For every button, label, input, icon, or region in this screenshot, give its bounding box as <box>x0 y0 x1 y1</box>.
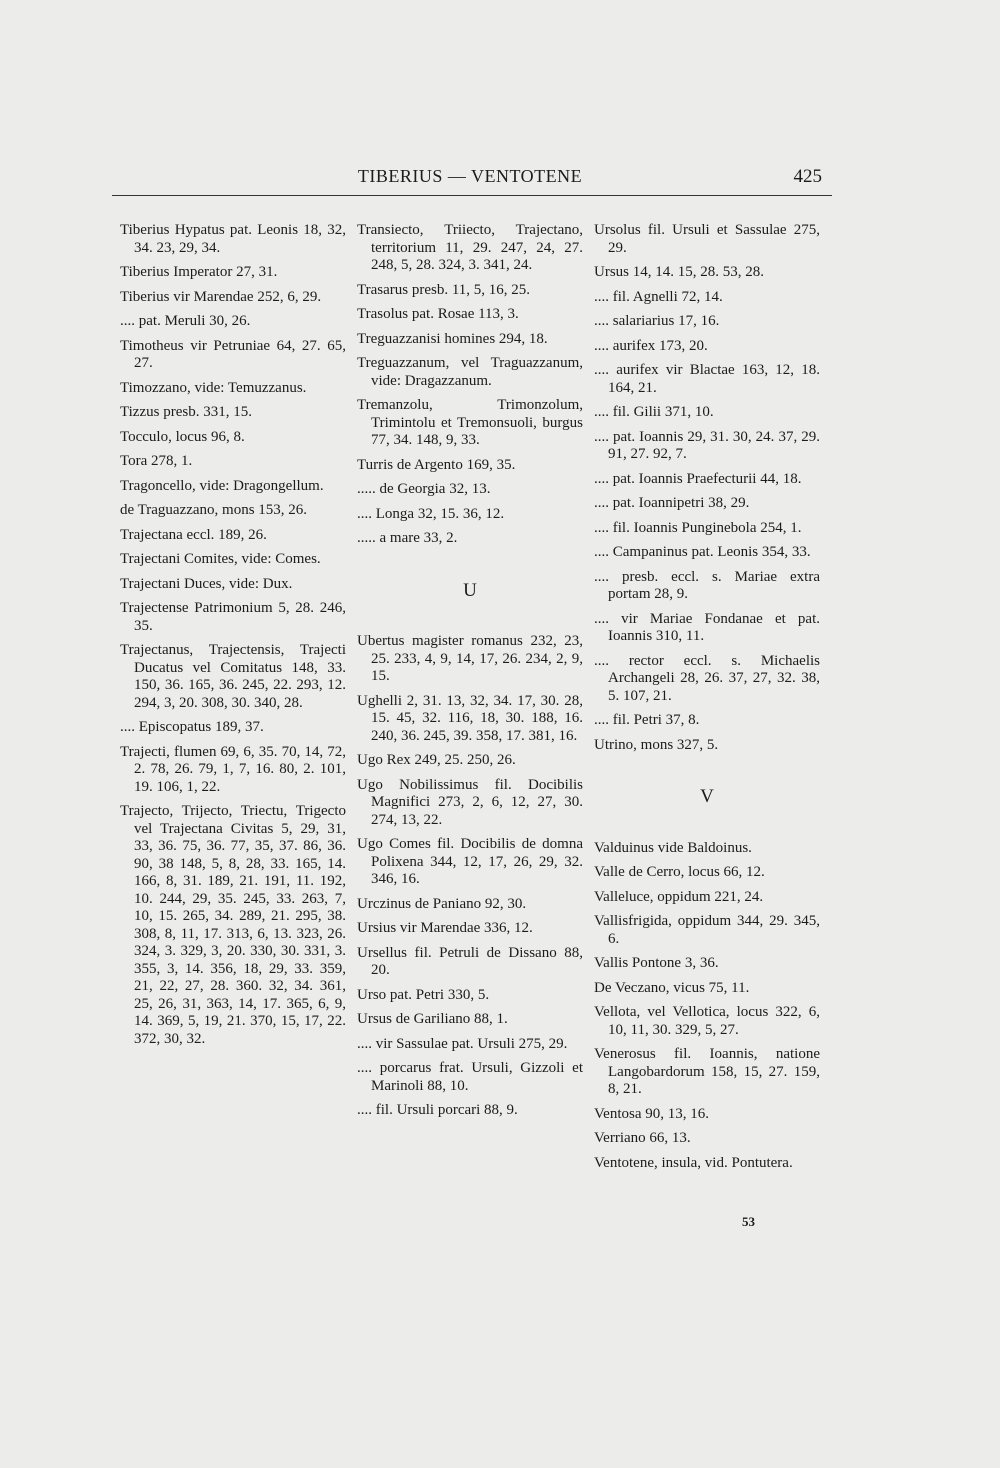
index-entry: Tocculo, locus 96, 8. <box>120 428 245 445</box>
section-letter-u: U <box>463 579 477 601</box>
index-entry: .... porcarus frat. Ursuli, Gizzoli et Marinoli 88, 10. <box>357 1060 583 1094</box>
index-entry: Tiberius Hypatus pat. Leonis 18, 32, 34. 23, 29, 34. <box>120 222 346 256</box>
index-entry: Trajectani Comites, vide: Comes. <box>120 551 321 567</box>
index-column-1 <box>120 222 346 1055</box>
index-entry: .... pat. Meruli 30, 26. <box>120 313 251 329</box>
index-entry: Timozzano, vide: Temuzzanus. <box>120 379 307 396</box>
index-entry: Ventosa 90, 13, 16. <box>594 1105 709 1122</box>
index-entry: Tragoncello, vide: Dragongellum. <box>120 477 324 494</box>
index-entry: Trajecto, Trijecto, Triectu, Trigecto vel Trajectana Civitas 5, 29, 31, 33, 36. 75, 36. 77, 35, 37. 86, 36. 90, 38 148, 5, 8, 28, 33. 165, 14. 166, 8, 31. 189, 21. 191, 11. 192, 10. 244, 29, 35. 245, 33. 263, 7, 10, 15. 265, 34. 289, 21. 295, 38. 308, 8, 11, 17. 313, 6, 13. 323, 26. 324, 3. 329, 3, 20. 330, 30. 331, 3. 355, 3, 14. 356, 18, 29, 33. 359, 21, 22, 27, 28. 360. 32, 34. 361, 25, 26, 31, 363, 14, 17. 365, 6, 9, 14. 369, 5, 19, 21. 370, 15, 17, 22. 372, 30, 32. <box>120 803 346 1047</box>
index-entry: Tora 278, 1. <box>120 453 193 469</box>
index-entry: .... presb. eccl. s. Mariae extra portam 28, 9. <box>594 568 820 602</box>
index-entry: Tizzus presb. 331, 15. <box>120 404 252 420</box>
index-entry: Utrino, mons 327, 5. <box>594 736 719 753</box>
index-entry: Ubertus magister romanus 232, 23, 25. 233, 4, 9, 14, 17, 26. 234, 2, 9, 15. <box>357 633 583 684</box>
index-entry: Valleluce, oppidum 221, 24. <box>594 888 764 905</box>
index-entry: Vellota, vel Vellotica, locus 322, 6, 10, 11, 30. 329, 5, 27. <box>594 1004 820 1038</box>
index-entry: Trajectanus, Trajectensis, Trajecti Ducatus vel Comitatus 148, 33. 150, 36. 165, 36. 245, 22. 293, 12. 294, 3, 20. 308, 30. 340, 28. <box>120 642 346 711</box>
index-entry: Vallisfrigida, oppidum 344, 29. 345, 6. <box>594 913 820 947</box>
index-entry: Turris de Argento 169, 35. <box>357 456 516 473</box>
index-entry: Transiecto, Triiecto, Trajectano, territorium 11, 29. 247, 24, 27. 248, 5, 28. 324, 3. 341, 24. <box>357 222 583 273</box>
index-entry: .... fil. Ursuli porcari 88, 9. <box>357 1102 518 1118</box>
index-entry: Urczinus de Paniano 92, 30. <box>357 895 527 912</box>
index-entry: Ugo Nobilissimus fil. Docibilis Magnifici 273, 2, 6, 12, 27, 30. 274, 13, 22. <box>357 776 583 828</box>
signature-number: 53 <box>742 1214 755 1229</box>
index-entry: De Veczano, vicus 75, 11. <box>594 979 750 996</box>
header-rule <box>112 195 832 196</box>
index-column-3 <box>594 222 820 1179</box>
index-entry: ..... de Georgia 32, 13. <box>357 481 491 497</box>
index-entry: Valle de Cerro, locus 66, 12. <box>594 864 765 880</box>
index-entry: Trasolus pat. Rosae 113, 3. <box>357 306 519 322</box>
index-entry: Ursus 14, 14. 15, 28. 53, 28. <box>594 264 765 280</box>
index-entry: Treguazzanum, vel Traguazzanum, vide: Dragazzanum. <box>357 355 583 389</box>
index-entry: Trajectana eccl. 189, 26. <box>120 526 267 543</box>
index-entry: .... vir Mariae Fondanae et pat. Ioannis 310, 11. <box>594 610 820 644</box>
index-entry: .... fil. Agnelli 72, 14. <box>594 288 723 305</box>
running-head-title: TIBERIUS — VENTOTENE <box>357 166 583 186</box>
index-entry: Trajectani Duces, vide: Dux. <box>120 575 293 592</box>
index-entry: Trajectense Patrimonium 5, 28. 246, 35. <box>120 600 346 634</box>
index-entry: Valduinus vide Baldoinus. <box>594 839 752 856</box>
index-entry: .... pat. Ioannipetri 38, 29. <box>594 495 750 511</box>
index-entry: Timotheus vir Petruniae 64, 27. 65, 27. <box>120 337 346 371</box>
index-entry: .... Episcopatus 189, 37. <box>120 719 264 735</box>
index-entry: .... vir Sassulae pat. Ursuli 275, 29. <box>357 1035 568 1052</box>
index-entry: Tremanzolu, Trimonzolum, Trimintolu et Tremonsuoli, burgus 77, 34. 148, 9, 33. <box>357 397 583 448</box>
index-entry: .... Campaninus pat. Leonis 354, 33. <box>594 544 811 560</box>
index-entry: Tiberius vir Marendae 252, 6, 29. <box>120 288 322 305</box>
index-entry: Ventotene, insula, vid. Pontutera. <box>594 1154 793 1171</box>
index-entry: Treguazzanisi homines 294, 18. <box>357 330 548 347</box>
section-letter-v: V <box>700 786 714 807</box>
index-entry: .... fil. Ioannis Punginebola 254, 1. <box>594 519 802 536</box>
index-entry: .... aurifex 173, 20. <box>594 337 708 354</box>
running-head <box>110 166 830 192</box>
index-entry: Ugo Rex 249, 25. 250, 26. <box>357 752 516 768</box>
index-entry: .... fil. Gilii 371, 10. <box>594 404 714 420</box>
index-entry: Urso pat. Petri 330, 5. <box>357 986 490 1003</box>
index-entry: .... pat. Ioannis Praefecturii 44, 18. <box>594 470 802 487</box>
index-entry: .... fil. Petri 37, 8. <box>594 712 700 728</box>
index-entry: Venerosus fil. Ioannis, natione Langobardorum 158, 15, 27. 159, 8, 21. <box>594 1046 820 1097</box>
index-entry: Ursius vir Marendae 336, 12. <box>357 920 533 936</box>
index-column-2 <box>357 222 583 1127</box>
index-entry: Verriano 66, 13. <box>594 1130 691 1146</box>
index-entry: .... salariarius 17, 16. <box>594 313 720 329</box>
index-entry: .... pat. Ioannis 29, 31. 30, 24. 37, 29. 91, 27. 92, 7. <box>594 428 820 462</box>
index-entry: .... Longa 32, 15. 36, 12. <box>357 505 505 522</box>
index-entry: Ursolus fil. Ursuli et Sassulae 275, 29. <box>594 222 820 256</box>
index-entry: Ugo Comes fil. Docibilis de domna Polixena 344, 12, 17, 26, 29, 32. 346, 16. <box>357 836 583 887</box>
index-entry: de Traguazzano, mons 153, 26. <box>120 502 308 518</box>
index-entry: ..... a mare 33, 2. <box>357 530 458 546</box>
index-entry: Ursus de Gariliano 88, 1. <box>357 1011 508 1027</box>
page-number: 425 <box>793 166 822 187</box>
index-entry: Ughelli 2, 31. 13, 32, 34. 17, 30. 28, 15. 45, 32. 116, 18, 30. 188, 16. 240, 36. 245, 39. 358, 17. 381, 16. <box>357 692 583 744</box>
index-entry: Tiberius Imperator 27, 31. <box>120 264 278 280</box>
index-entry: .... rector eccl. s. Michaelis Archangeli 28, 26. 37, 27, 32. 38, 5. 107, 21. <box>594 652 820 704</box>
index-entry: Trajecti, flumen 69, 6, 35. 70, 14, 72, 2. 78, 26. 79, 1, 7, 16. 80, 2. 101, 19. 106, 1, 22. <box>120 743 346 795</box>
index-entry: Ursellus fil. Petruli de Dissano 88, 20. <box>357 944 583 978</box>
index-entry: Vallis Pontone 3, 36. <box>594 955 719 971</box>
index-entry: Trasarus presb. 11, 5, 16, 25. <box>357 281 531 298</box>
index-entry: .... aurifex vir Blactae 163, 12, 18. 164, 21. <box>594 362 820 396</box>
